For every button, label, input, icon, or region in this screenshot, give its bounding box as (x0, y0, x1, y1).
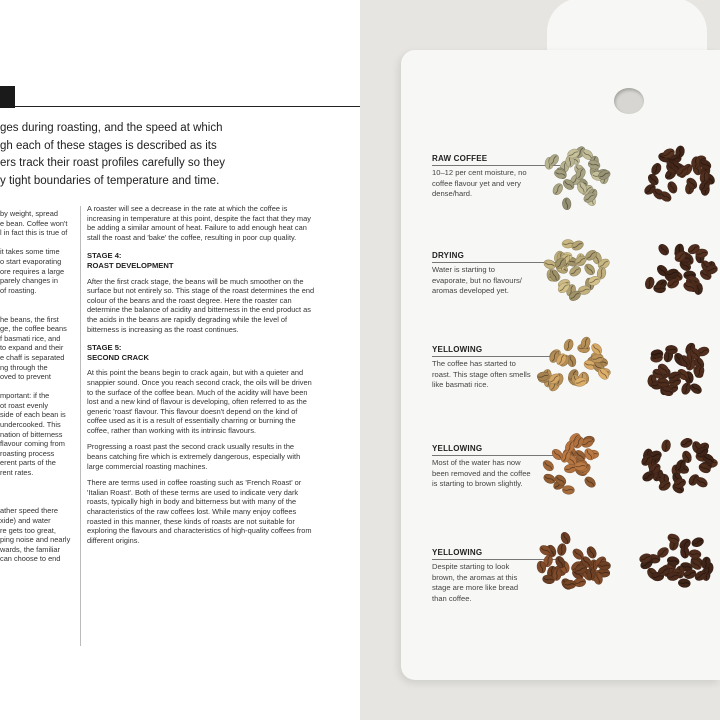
body-paragraph: At this point the beans begin to crack again, but with a quieter and snappier sound. Once you reach second crack, the oils will be driven to the surface of the coffee bean. Much of the acidity will have been lost and a new kind of flavour is developing, often referred to as the generic 'roast' flavour. This flavour doesn't depend on the kind of coffee used as it is a result of essentially charring or burning the coffee, rather than working with its intrinsic flavours. (87, 368, 312, 435)
coffee-bean (691, 536, 705, 548)
body-line: side of each bean is (0, 410, 66, 420)
coffee-bean (562, 197, 572, 210)
body-line: wards, the familiar (0, 544, 60, 554)
coffee-bean (661, 439, 672, 453)
intro-line: gh each of these stages is described as its (0, 139, 217, 152)
coffee-bean (562, 338, 574, 352)
body-line: ore requires a large (0, 266, 65, 276)
intro-line: ers track their roast profiles carefully so they (0, 157, 225, 169)
bean-pile-stage (543, 239, 612, 302)
coffee-bean (587, 159, 601, 171)
body-line: ping noise and nearly (0, 535, 71, 545)
intro-line: ges during roasting, and the speed at which (0, 122, 223, 134)
stage-description: The coffee has started to roast. This stage often smells like basmati rice. (432, 359, 531, 389)
body-line: can choose to end (0, 554, 61, 564)
coffee-bean (559, 531, 571, 545)
coffee-bean (568, 265, 583, 279)
coffee-bean (646, 172, 660, 187)
coffee-bean (688, 549, 701, 559)
body-line: ng through the (0, 362, 48, 372)
body-line: he beans, the first (0, 314, 59, 324)
stage-title: YELLOWING (432, 345, 483, 354)
coffee-bean (657, 242, 671, 257)
body-line: re gets too great, (0, 525, 56, 535)
body-line: ather speed there (0, 506, 58, 516)
stage-5-label: STAGE 5: (87, 343, 122, 353)
body-line: roasting process (0, 448, 55, 458)
bean-pile-roasted (643, 145, 717, 203)
body-line: of roasting. (0, 285, 37, 295)
stage-description: 10–12 per cent moisture, no coffee flavour yet and very dense/hard. (432, 168, 527, 198)
bean-pile-stage (536, 531, 611, 591)
body-line: erent parts of the (0, 458, 56, 468)
body-line: nation of bitterness (0, 429, 63, 439)
body-line: l in fact this is true of (0, 228, 68, 238)
bean-pile-stage (541, 431, 599, 494)
body-line: flavour coming from (0, 439, 65, 449)
stage-description: Despite starting to look brown, the aromas at this stage are more like bread than coffee. (432, 562, 519, 603)
stage-description: Most of the water has now been removed and the coffee is starting to brown slightly. (432, 458, 531, 488)
body-line: oved to prevent (0, 372, 51, 382)
coffee-bean (575, 462, 587, 471)
bean-pile-roasted (644, 242, 718, 294)
body-line: parely changes in (0, 276, 58, 286)
stage-title: YELLOWING (432, 444, 483, 453)
body-line: to expand and their (0, 343, 64, 353)
body-line: e bean. Coffee won't (0, 218, 68, 228)
stage-5-title: SECOND CRACK (87, 352, 150, 362)
bean-pile-stage (545, 145, 612, 210)
stage-description: Water is starting to evaporate, but no flavours/ aromas developed yet. (432, 265, 522, 295)
body-paragraph: Progressing a roast past the second crack usually results in the beans catching fire which is extremely dangerous, especially with large commercial roasting machines. (87, 442, 301, 471)
bean-pile-roasted (647, 342, 710, 398)
coffee-bean (541, 458, 556, 473)
coffee-bean (562, 485, 575, 494)
stage-4-label: STAGE 4: (87, 251, 122, 261)
coffee-bean (556, 543, 567, 556)
intro-line: y tight boundaries of temperature and time. (0, 174, 220, 187)
body-line: f basmati rice, and (0, 333, 61, 343)
body-line: by weight, spread (0, 209, 58, 218)
body-line: e chaff is separated (0, 352, 65, 362)
body-line: ge, the coffee beans (0, 324, 67, 334)
stage-4-title: ROAST DEVELOPMENT (87, 260, 174, 270)
body-line: ot roast evenly (0, 400, 49, 410)
stage-title: DRYING (432, 251, 465, 260)
coffee-bean (598, 561, 610, 570)
bean-pile-roasted (640, 437, 718, 496)
stage-title: RAW COFFEE (432, 154, 488, 163)
coffee-bean (666, 180, 679, 194)
coffee-bean (679, 437, 693, 450)
body-paragraph: A roaster will see a decrease in the rate at which the coffee is increasing in temperature at this point, despite the fact that they may be adding a similar amount of heat. Failure to add enough heat can stall the roast and 'bake' the coffee, resulting in poor cup quality. (87, 204, 311, 242)
coffee-bean (680, 546, 689, 559)
body-line: xide) and water (0, 516, 51, 525)
bean-pile-roasted (638, 532, 714, 588)
coffee-bean (689, 382, 704, 396)
body-line: mportant: if the (0, 391, 50, 401)
coffee-bean (551, 182, 565, 197)
bean-pile-stage (537, 336, 611, 393)
coffee-bean (583, 262, 597, 277)
body-line: o start evaporating (0, 256, 62, 266)
coffee-bean (678, 578, 691, 588)
body-line: it takes some time (0, 247, 60, 257)
body-line: rent rates. (0, 468, 34, 478)
coffee-bean (693, 365, 706, 380)
stage-title: YELLOWING (432, 548, 483, 557)
body-paragraph: After the first crack stage, the beans will be much smoother on the surface but not entirely so. This stage of the roast determines the end colour of the beans and the roast degree. Here the roaster can determine the balance of acidity and bitterness in the end product as the acids in the beans are rapidly degrading while the level of bitterness is increasing as the roast continues. (87, 276, 315, 334)
coffee-bean (564, 580, 576, 589)
body-line: undercooked. This (0, 420, 61, 430)
body-paragraph: There are terms used in coffee roasting such as 'French Roast' or 'Italian Roast'. Both of these terms are used to indicate very dark roasts, typically high in body and bitterness but with many of the characteristics of the raw coffees lost. While many enjoy coffees roasted in this manner, these kinds of roasts are not suitable for exploring the flavours and characteristics of high-quality coffees from different origins. (87, 478, 312, 545)
coffee-bean (583, 475, 598, 489)
